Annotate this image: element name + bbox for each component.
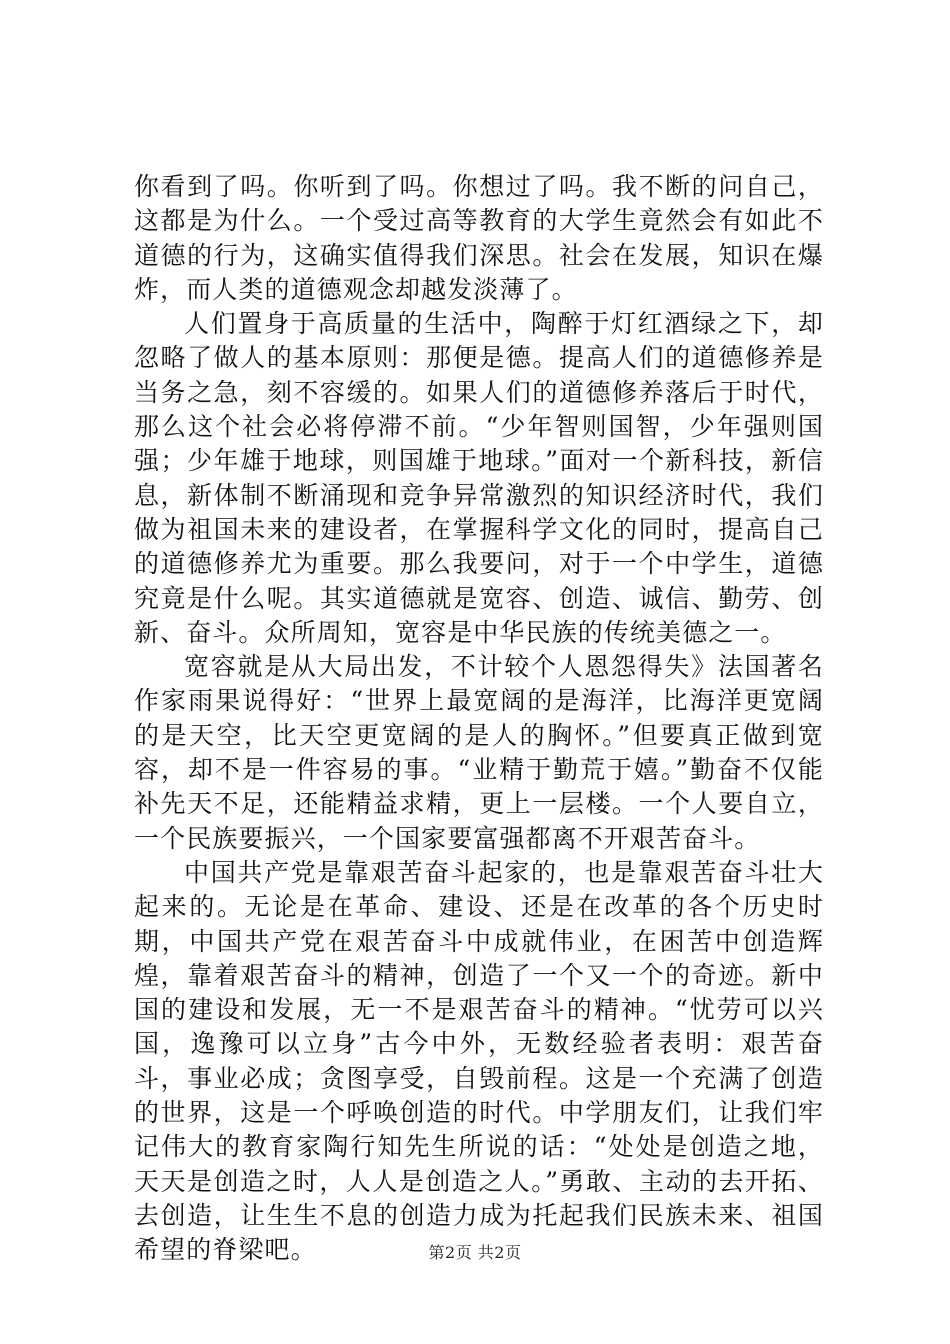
page-footer: 第2页 共2页 [428,1243,522,1262]
document-body [134,170,824,1268]
paragraph-1: 你看到了吗。你听到了吗。你想过了吗。我不断的问自己，这都是为什么。一个受过高等教育的大学生竟然会有如此不道德的行为，这确实值得我们深思。社会在发展，知识在爆炸，而人类的道德观念却越发淡薄了。 [134,172,824,304]
paragraph-3: 宽容就是从大局出发，不计较个人恩怨得失》法国著名作家雨果说得好：“世界上最宽阔的是海洋，比海洋更宽阔的是天空，比天空更宽阔的是人的胸怀。”但要真正做到宽容，却不是一件容易的事。“业精于勤荒于嬉。”勤奋不仅能补先天不足，还能精益求精，更上一层楼。一个人要自立，一个民族要振兴，一个国家要富强都离不开艰苦奋斗。 [134,652,824,853]
paragraph-2: 人们置身于高质量的生活中，陶醉于灯红酒绿之下，却忽略了做人的基本原则：那便是德。提高人们的道德修养是当务之急，刻不容缓的。如果人们的道德修养落后于时代，那么这个社会必将停滞不前。“少年智则国智，少年强则国强；少年雄于地球，则国雄于地球。”面对一个新科技，新信息，新体制不断涌现和竞争异常激烈的知识经济时代，我们做为祖国未来的建设者，在掌握科学文化的同时，提高自己的道德修养尤为重要。那么我要问，对于一个中学生，道德究竟是什么呢。其实道德就是宽容、创造、诚信、勤劳、创新、奋斗。众所周知，宽容是中华民族的传统美德之一。 [134,309,824,647]
paragraph-4: 中国共产党是靠艰苦奋斗起家的，也是靠艰苦奋斗壮大起来的。无论是在革命、建设、还是在改革的各个历史时期，中国共产党在艰苦奋斗中成就伟业，在困苦中创造辉煌，靠着艰苦奋斗的精神，创造了一个又一个的奇迹。新中国的建设和发展，无一不是艰苦奋斗的精神。“忧劳可以兴国，逸豫可以立身”古今中外，无数经验者表明：艰苦奋斗，事业必成；贪图享受，自毁前程。这是一个充满了创造的世界，这是一个呼唤创造的时代。中学朋友们，让我们牢记伟大的教育家陶行知先生所说的话：“处处是创造之地，天天是创造之时，人人是创造之人。”勇敢、主动的去开拓、去创造，让生生不息的创造力成为托起我们民族未来、祖国希望的脊梁吧。 [134,857,824,1265]
